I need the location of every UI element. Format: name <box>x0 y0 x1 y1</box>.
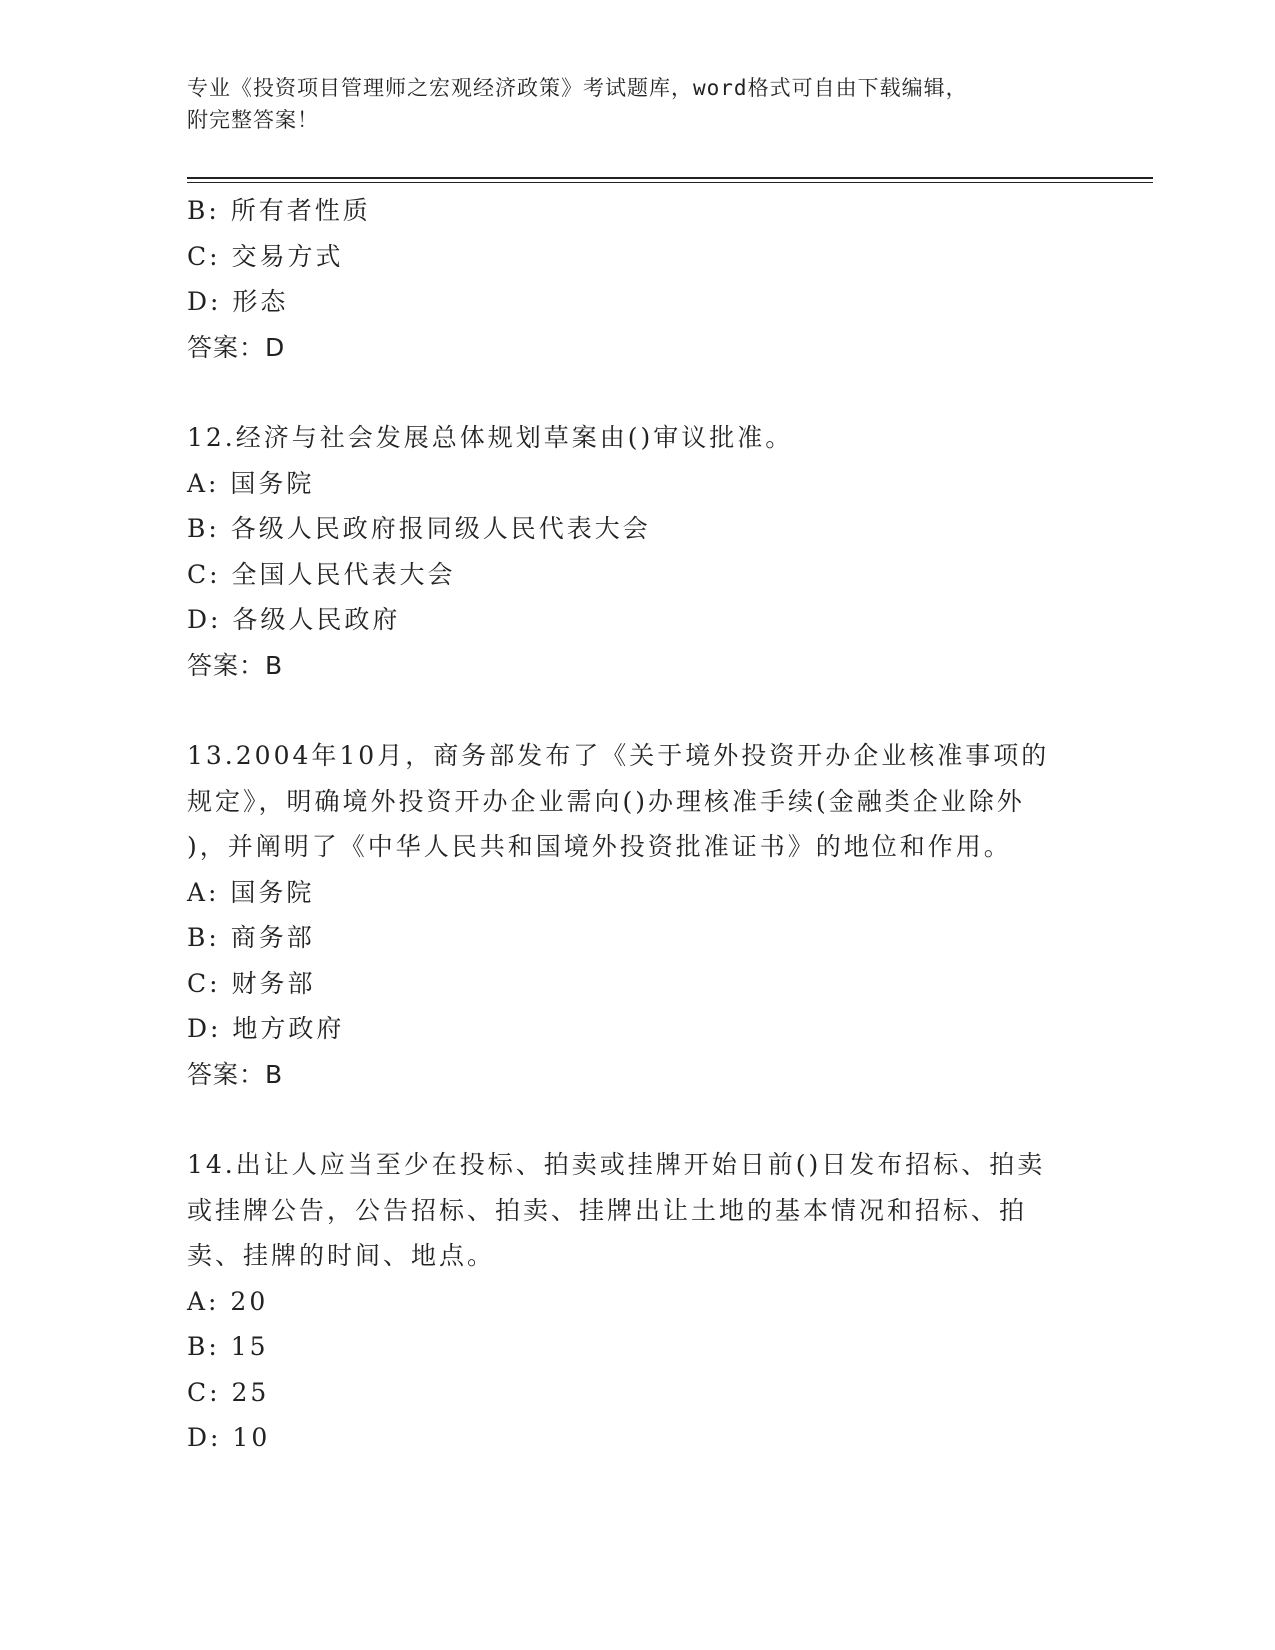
question-text-line-3: )，并阐明了《中华人民共和国境外投资批准证书》的地位和作用。 <box>187 832 1012 861</box>
question-14 <box>187 1142 1087 1461</box>
option-c: C: 25 <box>187 1377 270 1407</box>
answer-line: 答案：B <box>187 1059 284 1089</box>
question-text: 12.经济与社会发展总体规划草案由()审议批准。 <box>187 423 794 452</box>
question-text-line-2: 或挂牌公告，公告招标、拍卖、挂牌出让土地的基本情况和招标、拍 <box>187 1195 1028 1225</box>
question-12 <box>187 415 1087 688</box>
option-c: C: 财务部 <box>187 968 316 998</box>
option-b: B: 各级人民政府报同级人民代表大会 <box>187 514 651 543</box>
header-divider <box>187 177 1153 183</box>
option-b: B: 15 <box>187 1332 269 1361</box>
header-line-1: 专业《投资项目管理师之宏观经济政策》考试题库，word格式可自由下载编辑， <box>187 76 968 100</box>
question-text-line-3: 卖、挂牌的时间、地点。 <box>187 1241 496 1270</box>
question-13 <box>187 733 1087 1097</box>
option-c: C: 全国人民代表大会 <box>187 559 456 589</box>
option-b: B: 所有者性质 <box>187 196 371 225</box>
option-a: A: 国务院 <box>187 468 315 498</box>
header-line-2: 附完整答案！ <box>187 108 319 132</box>
question-text-line-1: 14.出让人应当至少在投标、拍卖或挂牌开始日前()日发布招标、拍卖 <box>187 1150 1046 1179</box>
option-b: B: 商务部 <box>187 923 315 952</box>
question-text-line-2: 规定》，明确境外投资开办企业需向()办理核准手续(金融类企业除外 <box>187 786 1025 816</box>
option-d: D: 10 <box>187 1423 271 1452</box>
option-a: A: 国务院 <box>187 877 315 907</box>
option-a: A: 20 <box>187 1286 269 1316</box>
question-content <box>187 188 1087 1461</box>
page-header <box>187 72 1087 136</box>
option-c: C: 交易方式 <box>187 241 344 271</box>
option-d: D: 地方政府 <box>187 1014 345 1043</box>
prev-question-block <box>187 188 1087 370</box>
answer-line: 答案：B <box>187 650 284 680</box>
option-d: D: 形态 <box>187 287 289 316</box>
answer-line: 答案：D <box>187 332 286 362</box>
option-d: D: 各级人民政府 <box>187 605 401 634</box>
question-text-line-1: 13.2004年10月，商务部发布了《关于境外投资开办企业核准事项的 <box>187 741 1050 770</box>
